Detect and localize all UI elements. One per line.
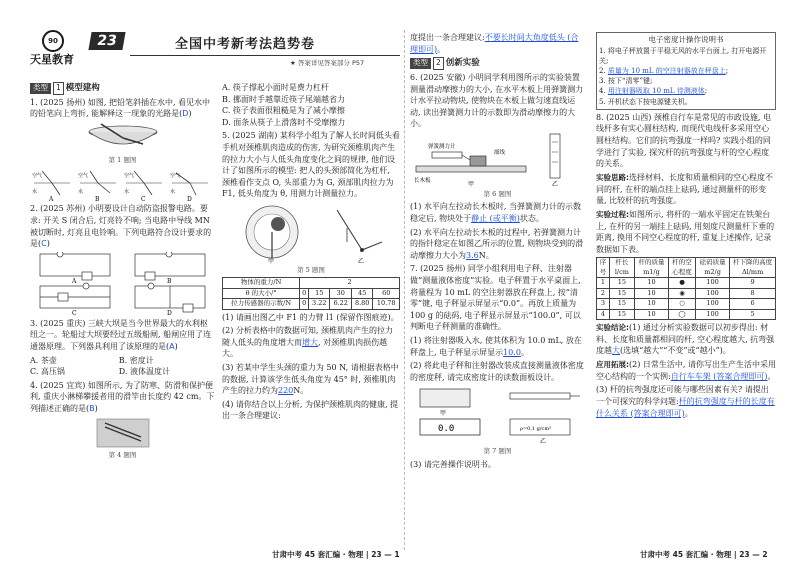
- scale-display: 0.0: [438, 424, 455, 435]
- figure-label-b: 乙: [358, 257, 365, 264]
- angle-force-table: [222, 277, 400, 309]
- figure-label-b: 乙: [540, 438, 547, 446]
- operation-instructions-box: [596, 32, 776, 110]
- table-row: 物体的重力/N 2: [223, 278, 400, 288]
- fill-answer: 不要长时间大角度低头 (合理即可): [410, 33, 579, 54]
- fill-answer: 静止 (或平衡): [471, 214, 520, 224]
- figure-scale-syringe: [410, 385, 585, 445]
- instruction-step: 5. 开机状态下按电源键关机。: [599, 97, 692, 106]
- figure-caption: 第 6 题图: [483, 190, 512, 199]
- section-name: 模型建构: [65, 83, 100, 93]
- paper-number-badge: 23: [88, 32, 125, 50]
- circuit-a: [40, 252, 110, 285]
- answer-choice: A: [169, 342, 175, 352]
- question-2: 2. (2025 苏州) 小明要设计自动防盗报警电路。要求: 开关 S 闭合后, 灯亮铃不响; 当电路中导线 MN 被切断时, 灯亮且电铃响。下列电路符合设计要求的是(C): [30, 204, 212, 249]
- option-label: B: [95, 196, 100, 202]
- figure-caption: 第 7 题图: [483, 447, 512, 456]
- question-5-part-4: (4) 请你结合以上分析, 为保护颈椎肌肉的健康, 提出一条合理建议:: [222, 399, 399, 421]
- figure-label-a: 甲: [468, 181, 475, 189]
- air-label: 空气: [78, 173, 89, 180]
- table-row: θ 的大小/° 0 15 30 45 60: [223, 288, 400, 298]
- figure-label-b: 乙: [552, 181, 559, 189]
- option-a: A. 茶壶: [30, 355, 57, 365]
- figure-pencil-in-water: [83, 122, 163, 154]
- answer-choice: D: [182, 109, 189, 119]
- water-label: 水: [124, 189, 130, 196]
- option-b: B. 挪面时手越靠近筷子尾端越省力: [222, 94, 345, 104]
- air-label: 空气: [32, 173, 43, 180]
- density-readout: ρ=0.1 g/cm³: [520, 426, 552, 433]
- column-4: [596, 30, 776, 421]
- option-a-diagram: [32, 171, 70, 201]
- page-fold-divider: [404, 30, 405, 550]
- figure-neck-lever-model: [222, 202, 400, 264]
- figure-label-a: 甲: [440, 410, 447, 418]
- fill-answer: 自行车车架 (答案合理即可): [670, 371, 768, 381]
- column-3: [410, 30, 585, 472]
- instruction-step: 3. 按下“清零”键;: [599, 77, 653, 86]
- question-7-part-3: (3) 请完善操作说明书。: [410, 459, 496, 469]
- fill-answer: 3.6: [466, 250, 479, 260]
- brand-name: 天星教育: [30, 53, 74, 66]
- instructions-title: 电子密度计操作说明书: [648, 35, 724, 44]
- figure-caption: 第 4 题图: [108, 450, 137, 459]
- question-7-part-2: (2) 将此电子秤和注射器改装成直接测量液体密度的密度秤, 请完成密度计的读数面板设计。: [410, 361, 584, 382]
- column-1: [30, 82, 215, 460]
- question-6-part-2: (2) 水平向左拉动长木板的过程中, 若弹簧测力计的指针稳定在如图乙所示的位置, 则物块受到的滑动摩擦力大小为3.6N。: [410, 227, 584, 260]
- question-4: 4. (2025 宜宾) 如图所示, 为了防寒、防滑和保护便利, 重庆小淋梯攀援者用的滑竿由长度约 42 cm。下列描述正确的是(B): [30, 380, 215, 414]
- column-2: [222, 82, 400, 424]
- option-label: A: [49, 196, 54, 202]
- footer-right: 甘肃中考 45 套汇编 · 物理 | 23 — 2: [640, 550, 768, 559]
- board-label: 长木板: [414, 178, 431, 185]
- section-tag: 类型: [410, 58, 431, 69]
- question-6-part-1: (1) 水平向左拉动长木板时, 当弹簧测力计的示数稳定后, 物块处于静止 (或平衡)状态。: [410, 202, 581, 224]
- answer-reference: ★ 答案详见答案部分 P57: [290, 59, 365, 67]
- fill-answer: 增大: [302, 337, 318, 347]
- question-5-part-2: (2) 分析表格中的数据可知, 颈椎肌肉产生的拉力随人低头的角度增大而增大, 对颈椎肌肉损伤越大。: [222, 326, 393, 359]
- page-header: [30, 30, 400, 70]
- string-label: 细线: [494, 150, 506, 157]
- brand-logo: [30, 30, 80, 70]
- question-8-conclusion: 实验结论:(1) 通过分析实验数据可以初步得出: 材料、长度和质量都相同的杆, 空心程度越大, 抗弯强度越大(选填“越大”“不变”或“越小”)。: [596, 322, 775, 356]
- answer-choice: C: [41, 239, 47, 249]
- figure-friction-setup: [410, 132, 585, 188]
- fill-answer: 杆的抗弯强度与杆的长度有什么关系 (答案合理即可): [596, 397, 775, 418]
- table-row: 4 15 10 ◯ 100 5: [597, 309, 776, 319]
- spring-scale-label: 弹簧测力计: [428, 144, 456, 151]
- circuit-c: [40, 283, 110, 316]
- table-row: 3 15 10 ○ 100 6: [597, 299, 776, 309]
- star-icon: ★: [290, 59, 298, 67]
- question-8: 8. (2025 山西) 颈椎自行车是常见的市政设施, 电线杆多有实心圆柱结构, 而现代电线杆多采用空心圆柱结构。它们的抗弯强度一样吗? 实践小组的同学进行了实验, 探究杆的抗弯强度与杆的空心程度的关系。: [596, 112, 771, 169]
- water-label: 水: [170, 189, 176, 196]
- question-8-procedure: 实验过程:如图所示, 将杆的一端水平固定在铁架台上, 在杆的另一端挂上砝码, 用刻度尺测量杆下垂的距离, 换用不同空心程度的杆, 重复上述操作, 记录数据如下表。: [596, 209, 775, 254]
- fill-answer: 220: [278, 386, 294, 396]
- paper-title: 全国中考新考法趋势卷: [175, 37, 316, 52]
- air-label: 空气: [124, 173, 135, 180]
- logo-seal: 90: [42, 30, 64, 52]
- answer-choice: B: [89, 404, 95, 414]
- option-c-diagram: [124, 171, 162, 201]
- section-tag: 类型: [30, 83, 51, 94]
- option-d-diagram: [170, 172, 208, 201]
- air-label: 空气: [170, 173, 181, 180]
- section-header-2: [410, 57, 585, 70]
- option-d: D. 液体温度计: [118, 367, 171, 377]
- instruction-step: 4. 用注射器吸取 10 mL 待测液体;: [599, 87, 708, 96]
- question-5: 5. (2025 湖南) 某科学小组为了解人长时间低头看手机对颈椎肌肉造成的伤害, 为研究颈椎肌肉产生的拉力大小与人低头角度变化之间的规律, 他们设计了如图所示的模型: 把人的头颈部简化为杠杆, 颈椎看作支点 O, 头部重力为 G, 颈部肌肉拉力为 F1, 低头角度为 θ, 用测力计测量拉力。: [222, 131, 400, 199]
- water-label: 水: [32, 189, 38, 196]
- question-7: 7. (2025 扬州) 同学小组利用电子秤、注射器做“测量液体密度”实验。电子秤置于水平桌面上, 将量程为 10 mL 的空注射器放在秤盘上, 按“清零”键, 电子秤显示屏显示“0.0”。再放上质量为 100 g 的砝码, 电子秤显示屏显示“100.0”, 可以判断电子秤测量的准确性。: [410, 264, 581, 332]
- question-5-part-3: (3) 若某中学生头颈的重力为 50 N, 请根据表格中的数据, 计算该学生低头角度为 45° 时, 颈椎肌肉产生的拉力约为220N。: [222, 363, 399, 396]
- option-label: A: [72, 277, 77, 285]
- section-number: 1: [53, 82, 64, 95]
- instruction-step: 2. 质量为 10 mL 的空注射器放在秤盘上;: [599, 67, 729, 76]
- question-3: 3. (2025 重庆) 三峡大坝是当今世界最大的水利枢纽之一。轮船过大坝要经过五级船闸, 船闸应用了连通器原理。下列器具利用了该原理的是(A): [30, 318, 212, 352]
- option-label: C: [72, 309, 77, 316]
- option-b-diagram: [78, 171, 116, 201]
- figure-caption: 第 5 题图: [297, 265, 325, 274]
- option-label: D: [167, 309, 172, 316]
- section-number: 2: [433, 57, 444, 70]
- fill-answer: 10.0: [503, 347, 521, 357]
- fill-answer: 大: [612, 346, 620, 356]
- table-row: 拉力传感器的示数/N 0 3.22 6.22 8.80 10.78: [223, 299, 400, 309]
- circuit-b: [135, 252, 205, 285]
- hollowness-table: [596, 257, 776, 320]
- question-5-continued: 度提出一条合理建议:不要长时间大角度低头 (合理即可)。: [410, 33, 579, 54]
- option-label: C: [141, 196, 146, 202]
- question-8-application: 应用拓展:(2) 日常生活中, 请你写出生产生活中采用空心结构的一个实例:自行车车架 (答案合理即可)。: [596, 360, 776, 381]
- question-8-prep: 实验思路:选择材料、长度和质量相同的空心程度不同的杆, 在杆的端点挂上砝码, 通过测量杆的形变量, 比较杆的抗弯强度。: [596, 172, 773, 206]
- question-5-part-1: (1) 请画出图乙中 F1 的力臂 l1 (保留作图痕迹)。: [222, 312, 399, 322]
- option-d: D. 面条从筷子上滑落时不受摩擦力: [222, 117, 346, 127]
- question-7-part-1: (1) 将注射器吸入水, 使其体积为 10.0 mL, 放在秤盘上, 电子秤显示屏显示10.0。: [410, 335, 582, 357]
- option-c: C. 高压锅: [30, 367, 65, 377]
- table-row: 1 15 10 ● 100 9: [597, 278, 776, 288]
- question-4-options: [222, 82, 400, 128]
- option-b: B. 密度计: [118, 355, 154, 365]
- water-label: 水: [78, 189, 84, 196]
- figure-light-path-options: [30, 167, 215, 201]
- option-c: C. 筷子表面很粗糙是为了减小摩擦: [222, 106, 345, 116]
- table-row: 2 15 10 ◉ 100 8: [597, 288, 776, 298]
- figure-label-a: 甲: [268, 257, 275, 264]
- instruction-step: 1. 将电子秤放置于平稳无风的水平台面上, 打开电源开关;: [599, 46, 767, 66]
- table-header-row: 序号 杆长 l/cm 杆的质量 m1/g 杆的空心程度 砝码质量 m2/g 杆下降的高度 Δl/mm: [597, 258, 776, 278]
- option-a: A. 筷子撑起小面时是费力杠杆: [222, 83, 329, 92]
- question-3-options: [30, 355, 215, 378]
- figure-caption: 第 1 题图: [108, 156, 137, 165]
- title-divider: [130, 55, 400, 56]
- section-name: 创新实验: [445, 58, 480, 69]
- figure-noodle-chopsticks: [93, 417, 153, 449]
- option-label: D: [187, 196, 192, 202]
- section-header-1: [30, 82, 215, 95]
- footer-left: 甘肃中考 45 套汇编 · 物理 | 23 — 1: [272, 550, 400, 559]
- question-6: 6. (2025 安徽) 小明同学利用图所示的实验装置测量滑动摩擦力的大小, 在水平木板上用弹簧测力计水平拉动物块, 使物块在木板上做匀速直线运动, 读出弹簧测力计的示数即为滑动摩擦力的大小。: [410, 73, 584, 129]
- option-label: B: [167, 277, 172, 285]
- question-8-extension: (3) 杆的抗弯强度还可能与哪些因素有关? 请提出一个可探究的科学问题:杆的抗弯强度与杆的长度有什么关系 (答案合理即可)。: [596, 385, 775, 418]
- question-1: 1. (2025 扬州) 如图, 把铅笔斜插在水中, 看见水中的铅笔向上弯折, 能解释这一现象的光路是(D): [30, 97, 211, 119]
- circuit-d: [135, 283, 205, 316]
- figure-circuit-options: [30, 252, 215, 316]
